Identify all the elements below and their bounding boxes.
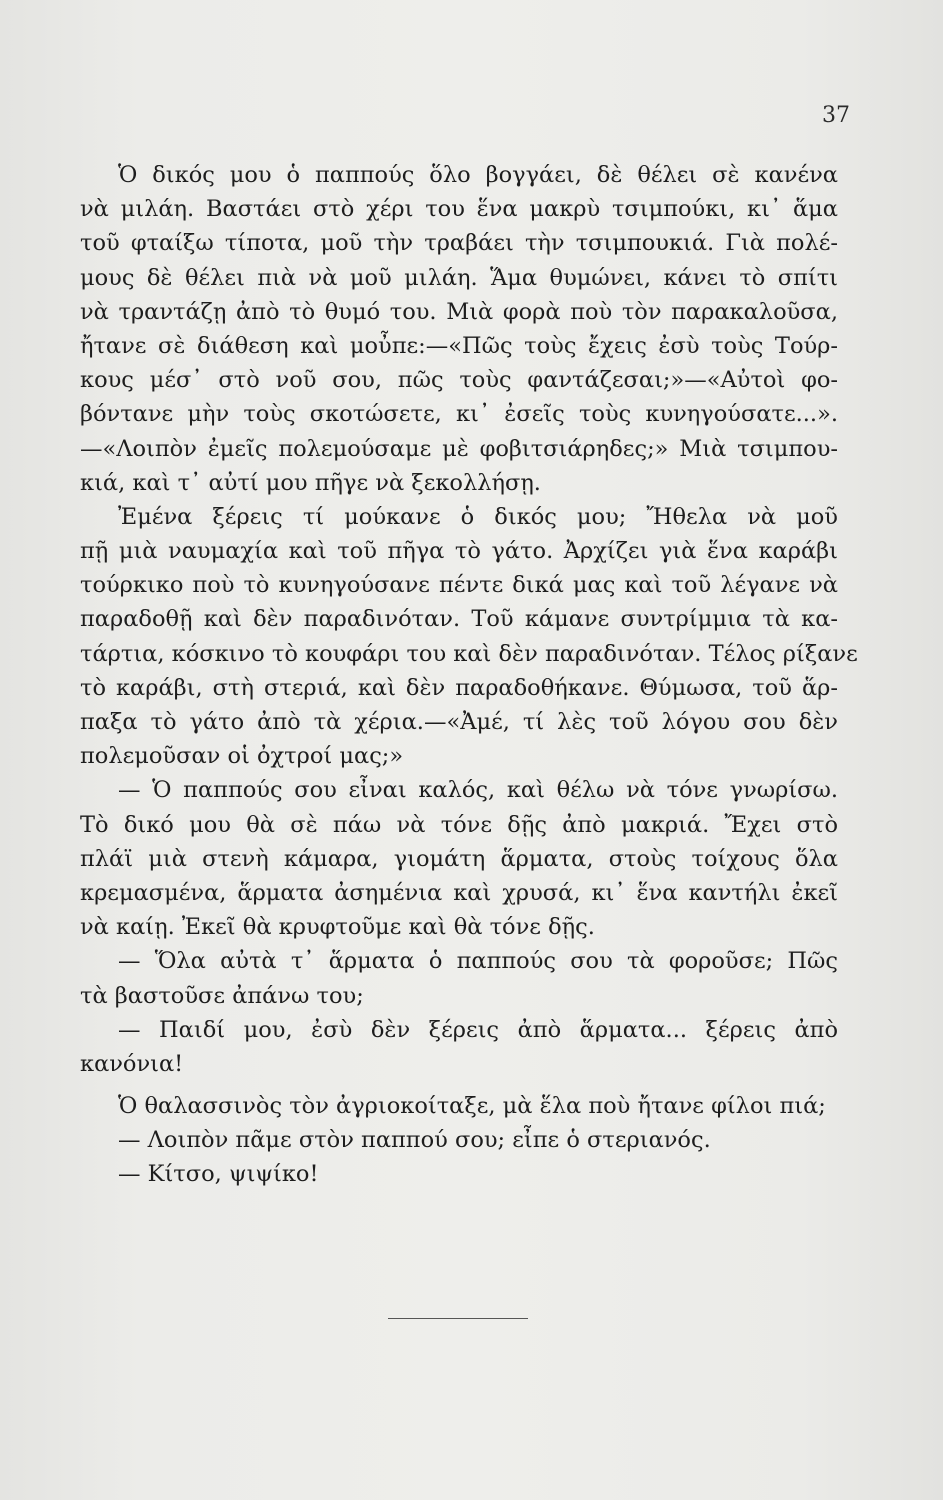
text-line: τούρκικο ποὺ τὸ κυνηγούσανε πέντε δικά μας καὶ τοῦ λέγανε νὰ — [80, 572, 838, 599]
text-line: τὸ καράβι, στὴ στεριά, καὶ δὲν παραδοθήκανε. Θύμωσα, τοῦ ἅρ- — [80, 674, 838, 701]
text-line: κρεμασμένα, ἅρματα ἀσημένια καὶ χρυσά, κι᾿ ἕνα καντήλι ἐκεῖ — [80, 879, 838, 906]
text-line: νὰ μιλάη. Βαστάει στὸ χέρι του ἕνα μακρὺ τσιμπούκι, κι᾿ ἅμα — [80, 196, 838, 223]
text-line: βόντανε μὴν τοὺς σκοτώσετε, κι᾿ ἐσεῖς τοὺς κυνηγούσατε...». — [80, 401, 838, 428]
text-line: παραδοθῇ καὶ δὲν παραδινόταν. Τοῦ κάμανε συντρίμμια τὰ κα- — [80, 606, 838, 633]
text-line: — Ὅλα αὐτὰ τ᾿ ἅρματα ὁ παππούς σου τὰ φοροῦσε; Πῶς — [118, 948, 838, 975]
text-line: τοῦ φταίξω τίποτα, μοῦ τὴν τραβάει τὴν τσιμπουκιά. Γιὰ πολέ- — [80, 230, 838, 257]
text-line: παξα τὸ γάτο ἀπὸ τὰ χέρια.—«Ἀμέ, τί λὲς τοῦ λόγου σου δὲν — [80, 709, 838, 735]
text-line: τάρτια, κόσκινο τὸ κουφάρι του καὶ δὲν παραδινόταν. Τέλος ρίξανε — [80, 640, 858, 667]
text-line: — Κίτσο, ψιψίκο! — [118, 1161, 319, 1188]
text-line: — Λοιπὸν πᾶμε στὸν παππού σου; εἶπε ὁ στεριανός. — [118, 1127, 711, 1154]
page-number: 37 — [822, 103, 850, 128]
text-line: νὰ τραντάζῃ ἀπὸ τὸ θυμό του. Μιὰ φορὰ ποὺ τὸν παρακαλοῦσα, — [80, 298, 838, 325]
text-line: Ὁ θαλασσινὸς τὸν ἀγριοκοίταξε, μὰ ἕλα ποὺ ἤτανε φίλοι πιά; — [118, 1093, 826, 1120]
text-line: μους δὲ θέλει πιὰ νὰ μοῦ μιλάη. Ἅμα θυμώνει, κάνει τὸ σπίτι — [80, 264, 838, 291]
text-line: τὰ βαστοῦσε ἀπάνω του; — [80, 982, 364, 1009]
body-text — [80, 158, 858, 1192]
text-line: νὰ καίῃ. Ἐκεῖ θὰ κρυφτοῦμε καὶ θὰ τόνε δῇς. — [80, 914, 595, 941]
text-line: Ἐμένα ξέρεις τί μούκανε ὁ δικός μου; Ἤθελα νὰ μοῦ — [118, 503, 838, 530]
text-line: — Ὁ παππούς σου εἶναι καλός, καὶ θέλω νὰ τόνε γνωρίσω. — [118, 777, 838, 804]
text-line: πῇ μιὰ ναυμαχία καὶ τοῦ πῆγα τὸ γάτο. Ἀρχίζει γιὰ ἕνα καράβι — [80, 538, 838, 565]
text-line: Τὸ δικό μου θὰ σὲ πάω νὰ τόνε δῇς ἀπὸ μακριά. Ἔχει στὸ — [80, 811, 838, 838]
text-line: πλάϊ μιὰ στενὴ κάμαρα, γιομάτη ἅρματα, στοὺς τοίχους ὅλα — [80, 845, 838, 872]
end-rule — [388, 1318, 528, 1319]
text-line: πολεμοῦσαν οἱ ὀχτροί μας;» — [80, 743, 404, 770]
text-line: ἤτανε σὲ διάθεση καὶ μοὖπε:—«Πῶς τοὺς ἔχεις ἐσὺ τοὺς Τούρ- — [80, 332, 838, 359]
text-line: κιά, καὶ τ᾿ αὐτί μου πῆγε νὰ ξεκολλήσῃ. — [80, 469, 541, 496]
text-line: Ὁ δικός μου ὁ παππούς ὅλο βογγάει, δὲ θέλει σὲ κανένα — [118, 162, 838, 188]
text-line: κους μέσ᾿ στὸ νοῦ σου, πῶς τοὺς φαντάζεσαι;»—«Αὐτοὶ φο- — [80, 367, 838, 394]
text-line: —«Λοιπὸν ἐμεῖς πολεμούσαμε μὲ φοβιτσιάρηδες;» Μιὰ τσιμπου- — [80, 435, 838, 462]
text-line: — Παιδί μου, ἐσὺ δὲν ξέρεις ἀπὸ ἅρματα... ξέρεις ἀπὸ — [118, 1016, 838, 1043]
text-line: κανόνια! — [80, 1050, 184, 1077]
